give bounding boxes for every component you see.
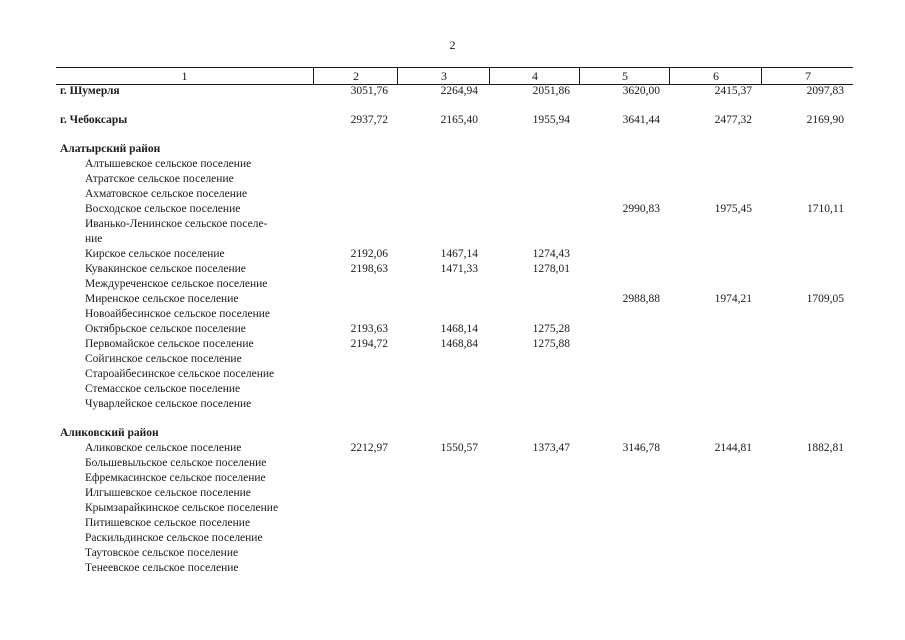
cell-col-6: 1974,21 [714,293,752,305]
table-row [0,187,905,202]
table-row [0,84,905,99]
row-label: Иванько-Ленинское сельское поселе- [85,218,268,230]
row-label: Чуварлейское сельское поселение [85,398,252,410]
cell-col-3: 1468,14 [440,323,478,335]
cell-col-3: 1467,14 [440,248,478,260]
row-label: Таутовское сельское поселение [85,547,239,559]
table-header-col-7: 7 [761,68,854,84]
cell-col-7: 2169,90 [806,114,844,126]
cell-col-6: 2144,81 [714,442,752,454]
row-label: Сойгинское сельское поселение [85,353,242,365]
cell-col-7: 1710,11 [807,203,844,215]
cell-col-3: 1471,33 [440,263,478,275]
page-number: 2 [449,38,456,52]
table-row [0,247,905,262]
row-label: Стемасское сельское поселение [85,383,241,395]
cell-col-4: 1275,28 [532,323,570,335]
cell-col-3: 2264,94 [440,85,478,97]
cell-col-7: 1882,81 [806,442,844,454]
table-header-col-5: 5 [579,68,670,84]
cell-col-6: 2477,32 [714,114,752,126]
section-heading: Алатырский район [60,143,161,155]
table-row [0,232,905,247]
table-header-col-1: 1 [181,69,188,83]
cell-col-5: 2990,83 [622,203,660,215]
table-row [0,262,905,277]
table-row [0,441,905,456]
cell-col-5: 2988,88 [622,293,660,305]
table-row [0,501,905,516]
row-label: Междуреченское сельское поселение [85,278,268,290]
row-label: Крымзарайкинское сельское поселение [85,502,279,514]
cell-col-5: 3620,00 [622,85,660,97]
cell-col-2: 2198,63 [350,263,388,275]
cell-col-3: 1550,57 [440,442,478,454]
cell-col-2: 2194,72 [350,338,388,350]
table-row [0,546,905,561]
cell-col-4: 1955,94 [532,114,570,126]
table-row [0,531,905,546]
table-header-col-4: 4 [489,68,580,84]
table-row [0,486,905,501]
row-label: Первомайское сельское поселение [85,338,254,350]
row-label: Новоайбесинское сельское поселение [85,308,270,320]
table-row [0,322,905,337]
row-label: Большевыльское сельское поселение [85,457,267,469]
table-row [0,426,905,441]
cell-col-5: 3146,78 [622,442,660,454]
row-label: Староайбесинское сельское поселение [85,368,275,380]
row-label: Атратское сельское поселение [85,173,234,185]
cell-col-4: 1275,88 [532,338,570,350]
table-row [0,337,905,352]
table-header-row [56,67,853,85]
cell-col-4: 1278,01 [532,263,570,275]
row-label: Илгышевское сельское поселение [85,487,251,499]
table-row [0,561,905,576]
row-label: Алтышевское сельское поселение [85,158,252,170]
table-row [0,367,905,382]
cell-col-3: 1468,84 [440,338,478,350]
row-label: Ефремкасинское сельское поселение [85,472,266,484]
cell-col-2: 2193,63 [350,323,388,335]
table-row [0,456,905,471]
table-row [0,397,905,412]
row-label: Питишевское сельское поселение [85,517,251,529]
table-row [0,382,905,397]
table-row [0,352,905,367]
cell-col-6: 1975,45 [714,203,752,215]
section-heading: г. Чебоксары [60,114,128,126]
row-label: Миренское сельское поселение [85,293,239,305]
row-label: Октябрьское сельское поселение [85,323,246,335]
table-header-col-2: 2 [313,68,398,84]
table-row [0,217,905,232]
table-row [0,516,905,531]
table-row [0,113,905,128]
table-row [0,157,905,172]
cell-col-4: 1373,47 [532,442,570,454]
cell-col-4: 1274,43 [532,248,570,260]
table-row [0,172,905,187]
table-row [0,142,905,157]
cell-col-6: 2415,37 [714,85,752,97]
table-header-col-3: 3 [397,68,490,84]
cell-col-7: 1709,05 [806,293,844,305]
row-label: Кувакинское сельское поселение [85,263,246,275]
cell-col-3: 2165,40 [440,114,478,126]
row-label: Тенеевское сельское поселение [85,562,239,574]
row-label: Раскильдинское сельское поселение [85,532,263,544]
cell-col-2: 2212,97 [350,442,388,454]
cell-col-7: 2097,83 [806,85,844,97]
table-row [0,307,905,322]
section-heading: Аликовский район [60,427,159,439]
row-label: Ахматовское сельское поселение [85,188,248,200]
cell-col-5: 3641,44 [622,114,660,126]
row-label: Аликовское сельское поселение [85,442,242,454]
cell-col-4: 2051,86 [532,85,570,97]
section-heading: г. Шумерля [60,85,120,97]
table-row [0,292,905,307]
cell-col-2: 2937,72 [350,114,388,126]
table-row [0,471,905,486]
row-label: ние [85,233,103,245]
table-header-col-6: 6 [669,68,762,84]
cell-col-2: 3051,76 [350,85,388,97]
cell-col-2: 2192,06 [350,248,388,260]
row-label: Восходское сельское поселение [85,203,241,215]
row-label: Кирское сельское поселение [85,248,225,260]
table-row [0,202,905,217]
table-row [0,277,905,292]
